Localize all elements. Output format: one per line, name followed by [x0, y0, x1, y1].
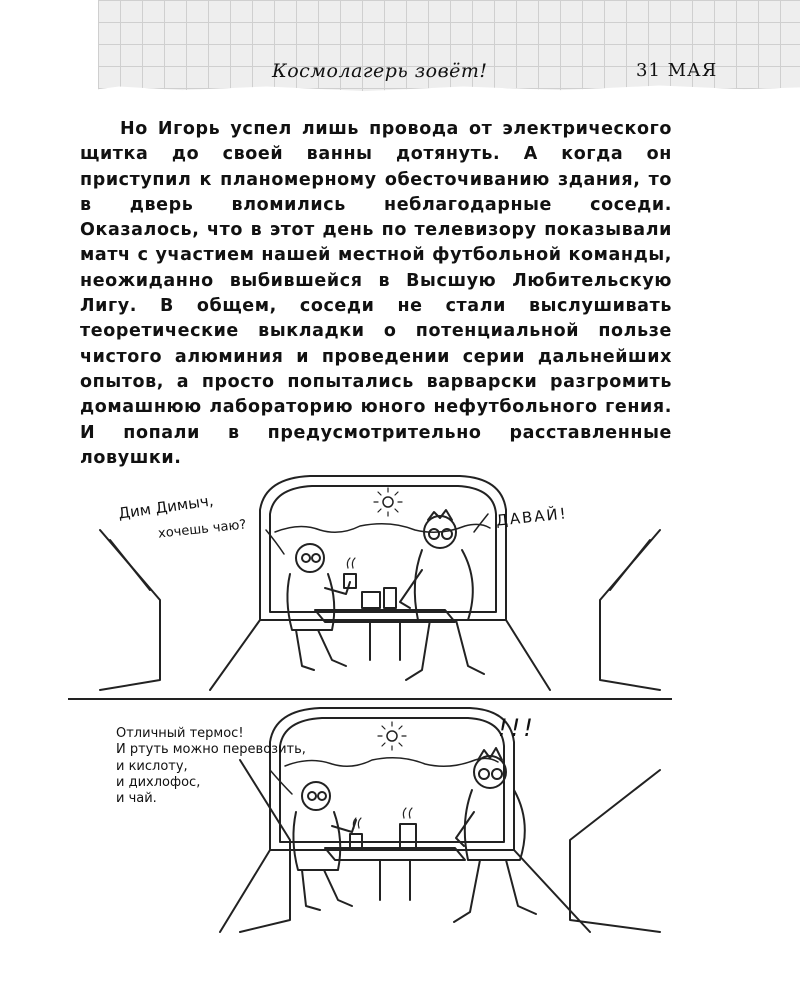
- running-head-date: 31 МАЯ: [636, 60, 718, 81]
- running-head-title: Космолагерь зовёт!: [272, 60, 488, 82]
- thermos-speech-line: и кислоту,: [116, 758, 188, 774]
- thermos-speech-line: и чай.: [116, 791, 157, 806]
- speech-left-line2: хочешь чаю?: [157, 517, 247, 542]
- thermos-speech: [116, 726, 306, 807]
- main-paragraph: Но Игорь успел лишь провода от электрического щитка до своей ванны дотянуть. А когда он приступил к планомерному обесточиванию здания, то в дверь вломились неблагодарные соседи. Оказалось, что в этот день по телевизору показывали матч с участием нашей местной футбольной команды, неожиданно выбившейся в Высшую Любительскую Лигу. В общем, соседи не стали выслушивать теоретические выкладки о потенциальной пользе чистого алюминия и проведении серии дальнейших опытов, а просто попытались варварски разгромить домашнюю лабораторию юного нефутбольного гения. И попали в предусмотрительно расставленные ловушки.: [80, 119, 672, 468]
- comic-panel-tea-offer: [70, 470, 680, 700]
- speech-left-line1: Дим Димыч,: [117, 491, 215, 523]
- speech-right: ДАВАЙ!: [495, 504, 569, 530]
- thermos-speech-line: и дихлофос,: [116, 774, 201, 790]
- comic-panel-thermos: [70, 700, 680, 940]
- thermos-speech-line: Отличный термос!: [116, 726, 244, 741]
- surprise-exclamation: !!!: [498, 714, 536, 742]
- thermos-speech-line: И ртуть можно перевозить,: [116, 742, 306, 758]
